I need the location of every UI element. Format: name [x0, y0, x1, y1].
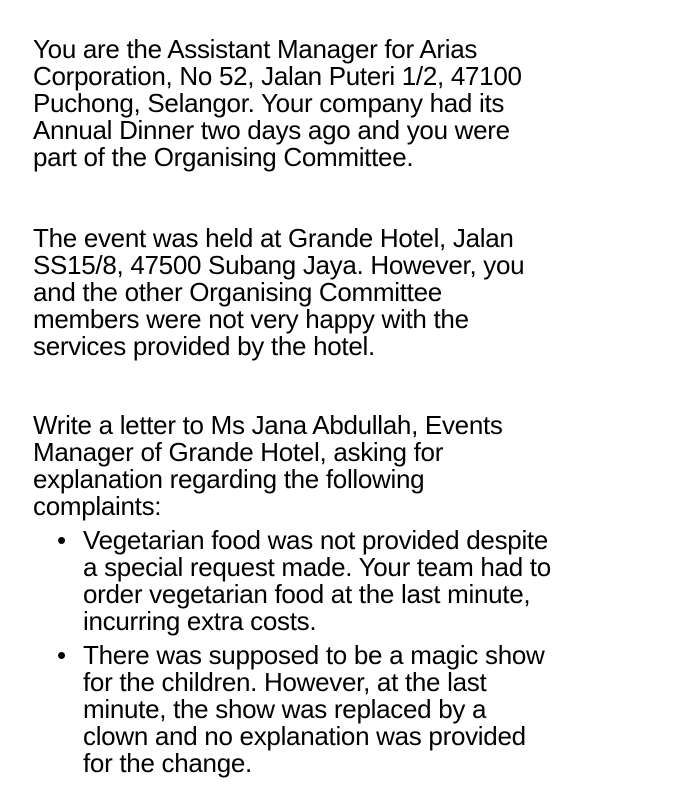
text-line: You are the Assistant Manager for Arias — [33, 34, 478, 64]
text-line: services provided by the hotel. — [33, 331, 375, 361]
text-line: order vegetarian food at the last minute, — [83, 579, 531, 609]
paragraph-event-context — [33, 225, 673, 360]
text-line: explanation regarding the following — [33, 464, 425, 494]
text-line: minute, the show was replaced by a — [83, 694, 487, 724]
text-line: complaints: — [33, 491, 162, 521]
text-line: Annual Dinner two days ago and you were — [33, 115, 510, 145]
bullet-icon: • — [57, 525, 66, 555]
text-line: for the children. However, at the last — [83, 667, 487, 697]
text-line: Manager of Grande Hotel, asking for — [33, 437, 444, 467]
text-line: The event was held at Grande Hotel, Jalan — [33, 223, 514, 253]
text-line: Vegetarian food was not provided despite — [83, 525, 549, 555]
text-line: There was supposed to be a magic show — [83, 640, 545, 670]
paragraph-role-context — [33, 36, 673, 171]
text-line: incurring extra costs. — [83, 606, 317, 636]
text-line: for the change. — [83, 748, 252, 778]
bullet-icon: • — [57, 640, 66, 670]
text-line: part of the Organising Committee. — [33, 142, 414, 172]
text-line: Write a letter to Ms Jana Abdullah, Events — [33, 410, 503, 440]
list-item — [57, 527, 677, 635]
list-item — [57, 642, 677, 777]
text-line: members were not very happy with the — [33, 304, 469, 334]
paragraph-task-instruction — [33, 412, 673, 520]
text-line: a special request made. Your team had to — [83, 552, 551, 582]
complaints-list — [57, 527, 677, 784]
text-line: Puchong, Selangor. Your company had its — [33, 88, 505, 118]
text-line: SS15/8, 47500 Subang Jaya. However, you — [33, 250, 525, 280]
text-line: clown and no explanation was provided — [83, 721, 526, 751]
text-line: and the other Organising Committee — [33, 277, 442, 307]
text-line: Corporation, No 52, Jalan Puteri 1/2, 47100 — [33, 61, 522, 91]
